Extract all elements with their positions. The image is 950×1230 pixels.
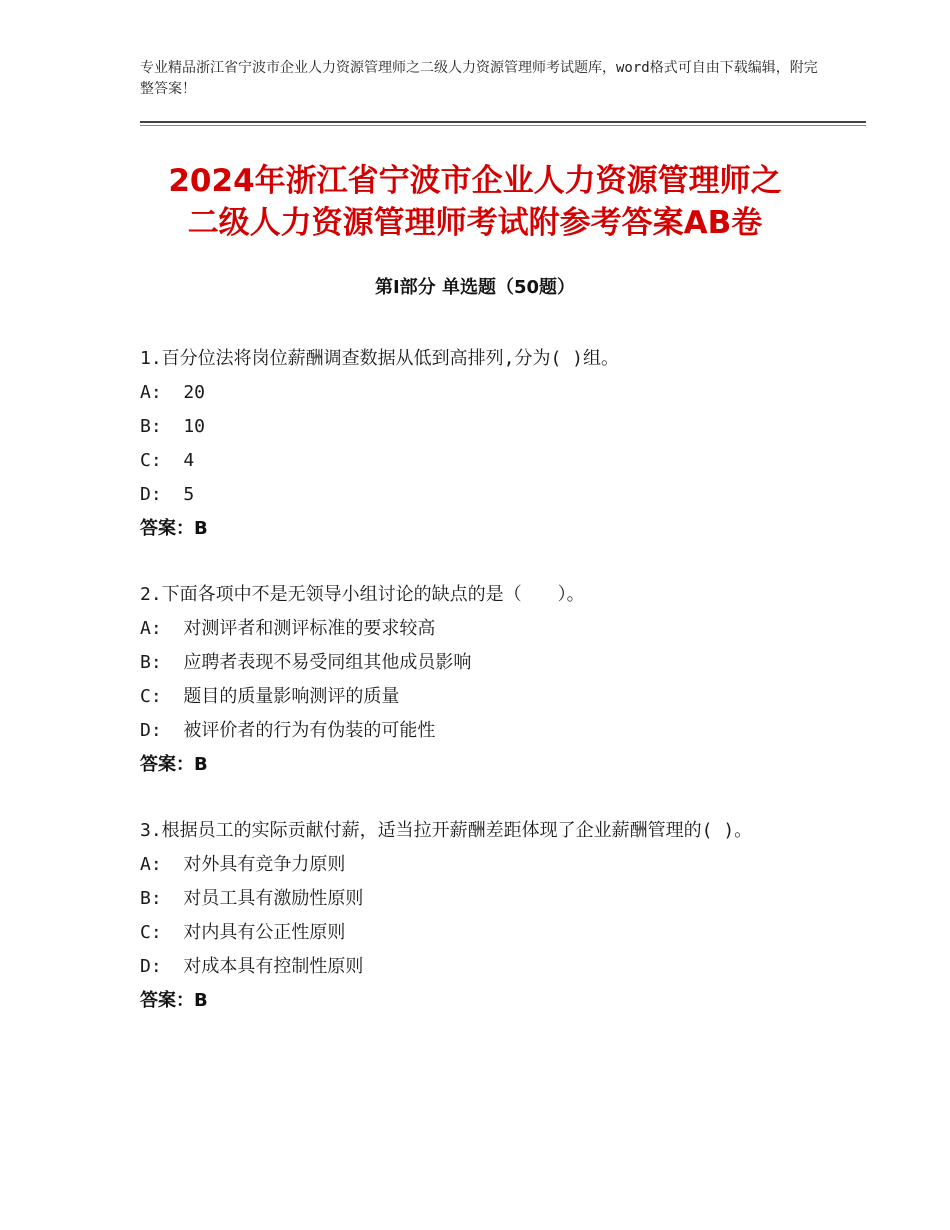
question-stem: 1.百分位法将岗位薪酬调查数据从低到高排列,分为( )组。 [140, 348, 620, 369]
option-d: D: 5 [140, 484, 195, 505]
header-divider-thin [140, 125, 866, 126]
document-title [120, 160, 830, 244]
header-divider-thick [140, 121, 866, 123]
option-c: C: 4 [140, 450, 195, 471]
question-stem: 3.根据员工的实际贡献付薪，适当拉开薪酬差距体现了企业薪酬管理的( )。 [140, 820, 753, 841]
option-a: A: 对外具有竞争力原则 [140, 854, 346, 875]
question-1 [140, 342, 820, 546]
question-stem: 2.下面各项中不是无领导小组讨论的缺点的是（ ）。 [140, 584, 585, 605]
header-note: 专业精品浙江省宁波市企业人力资源管理师之二级人力资源管理师考试题库，word格式可自由下载编辑，附完整答案！ [140, 60, 818, 97]
answer: 答案：B [140, 990, 208, 1011]
title-line-1: 2024年浙江省宁波市企业人力资源管理师之 [168, 163, 782, 199]
option-c: C: 题目的质量影响测评的质量 [140, 686, 400, 707]
answer: 答案：B [140, 518, 208, 539]
option-b: B: 应聘者表现不易受同组其他成员影响 [140, 652, 472, 673]
option-d: D: 被评价者的行为有伪装的可能性 [140, 720, 436, 741]
option-c: C: 对内具有公正性原则 [140, 922, 346, 943]
question-2 [140, 578, 820, 782]
title-line-2: 二级人力资源管理师考试附参考答案AB卷 [187, 205, 763, 241]
section-heading: 第Ⅰ部分 单选题（50题） [374, 277, 575, 298]
question-list [140, 342, 820, 1050]
option-b: B: 10 [140, 416, 206, 437]
option-d: D: 对成本具有控制性原则 [140, 956, 364, 977]
option-a: A: 对测评者和测评标准的要求较高 [140, 618, 436, 639]
answer: 答案：B [140, 754, 208, 775]
option-a: A: 20 [140, 382, 206, 403]
question-3 [140, 814, 820, 1018]
option-b: B: 对员工具有激励性原则 [140, 888, 364, 909]
